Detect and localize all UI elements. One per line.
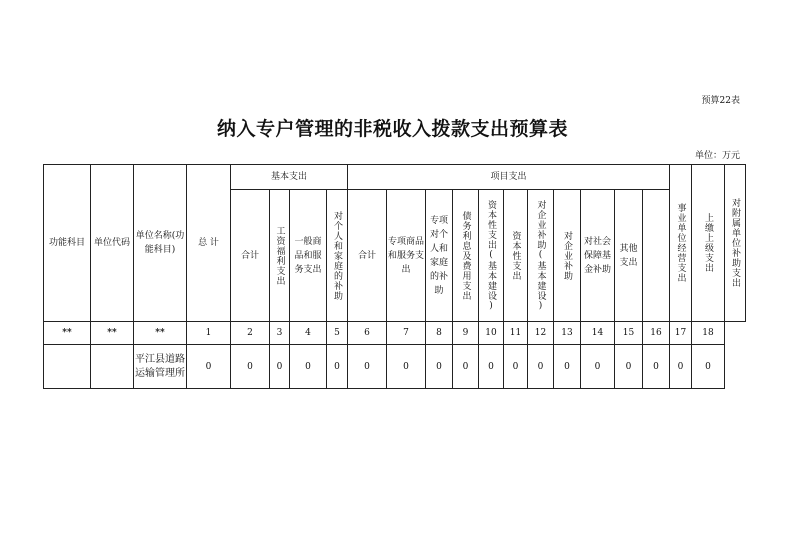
header-row-1	[44, 165, 746, 190]
value-cell: 0	[387, 345, 426, 389]
index-cell: 3	[270, 322, 290, 345]
index-cell: 15	[615, 322, 643, 345]
header-project-sum: 合计	[348, 190, 387, 322]
index-cell: 2	[231, 322, 270, 345]
index-cell: 18	[692, 322, 725, 345]
budget-table	[43, 164, 746, 389]
header-capital: 资本性支出	[504, 190, 528, 322]
page-title: 纳入专户管理的非税收入拨款支出预算表	[216, 118, 568, 140]
value-cell: 0	[348, 345, 387, 389]
index-cell: **	[44, 322, 91, 345]
index-cell: 17	[670, 322, 692, 345]
index-cell: 12	[528, 322, 554, 345]
index-cell: 14	[581, 322, 615, 345]
index-cell: 9	[453, 322, 479, 345]
value-cell: 0	[615, 345, 643, 389]
index-cell: 1	[187, 322, 231, 345]
value-cell: 0	[327, 345, 348, 389]
index-cell: 5	[327, 322, 348, 345]
data-row	[44, 345, 746, 389]
value-cell: 0	[670, 345, 692, 389]
header-personal-subsidy: 对个人和家庭的补助	[327, 190, 348, 322]
index-cell: **	[134, 322, 187, 345]
header-debt-interest: 债务利息及费用支出	[453, 190, 479, 322]
data-unit-code	[91, 345, 134, 389]
value-cell: 0	[692, 345, 725, 389]
table-number: 预算22表	[701, 96, 740, 106]
index-cell: 6	[348, 322, 387, 345]
index-cell: 13	[554, 322, 581, 345]
index-row	[44, 322, 746, 345]
header-special-personal: 专项对个人和家庭的补助	[426, 190, 453, 322]
index-cell: 7	[387, 322, 426, 345]
value-cell: 0	[231, 345, 270, 389]
header-enterprise-subsidy: 对企业补助	[554, 190, 581, 322]
index-cell: 11	[504, 322, 528, 345]
data-func-subject	[44, 345, 91, 389]
header-upper-submit: 上缴上级支出	[692, 165, 725, 322]
header-affiliate-subsidy: 对附属单位补助支出	[725, 165, 746, 322]
header-total: 总 计	[187, 165, 231, 322]
header-salary: 工资福利支出	[270, 190, 290, 322]
header-capital-construction: 资本性支出(基本建设)	[479, 190, 504, 322]
data-unit-name: 平江县道路运输管理所	[134, 345, 187, 389]
index-cell: 8	[426, 322, 453, 345]
index-cell: 10	[479, 322, 504, 345]
unit-label: 单位：万元	[694, 151, 740, 161]
value-cell: 0	[290, 345, 327, 389]
index-cell: **	[91, 322, 134, 345]
header-unit-code: 单位代码	[91, 165, 134, 322]
header-basic-expenditure: 基本支出	[231, 165, 348, 190]
value-cell: 0	[187, 345, 231, 389]
header-project-expenditure: 项目支出	[348, 165, 670, 190]
header-basic-sum: 合计	[231, 190, 270, 322]
value-cell: 0	[554, 345, 581, 389]
index-cell: 16	[643, 322, 670, 345]
header-goods-services: 一般商品和服务支出	[290, 190, 327, 322]
value-cell: 0	[426, 345, 453, 389]
header-unit-name: 单位名称(功能科目)	[134, 165, 187, 322]
header-social-security: 对社会保障基金补助	[581, 190, 615, 322]
value-cell: 0	[453, 345, 479, 389]
header-func-subject: 功能科目	[44, 165, 91, 322]
header-enterprise-construction: 对企业补助(基本建设)	[528, 190, 554, 322]
value-cell: 0	[581, 345, 615, 389]
header-special-goods: 专项商品和服务支出	[387, 190, 426, 322]
value-cell: 0	[270, 345, 290, 389]
value-cell: 0	[479, 345, 504, 389]
value-cell: 0	[528, 345, 554, 389]
index-cell: 4	[290, 322, 327, 345]
value-cell: 0	[504, 345, 528, 389]
header-career-business: 事业单位经营支出	[670, 165, 692, 322]
header-other: 其他支出	[615, 190, 643, 322]
value-cell: 0	[643, 345, 670, 389]
